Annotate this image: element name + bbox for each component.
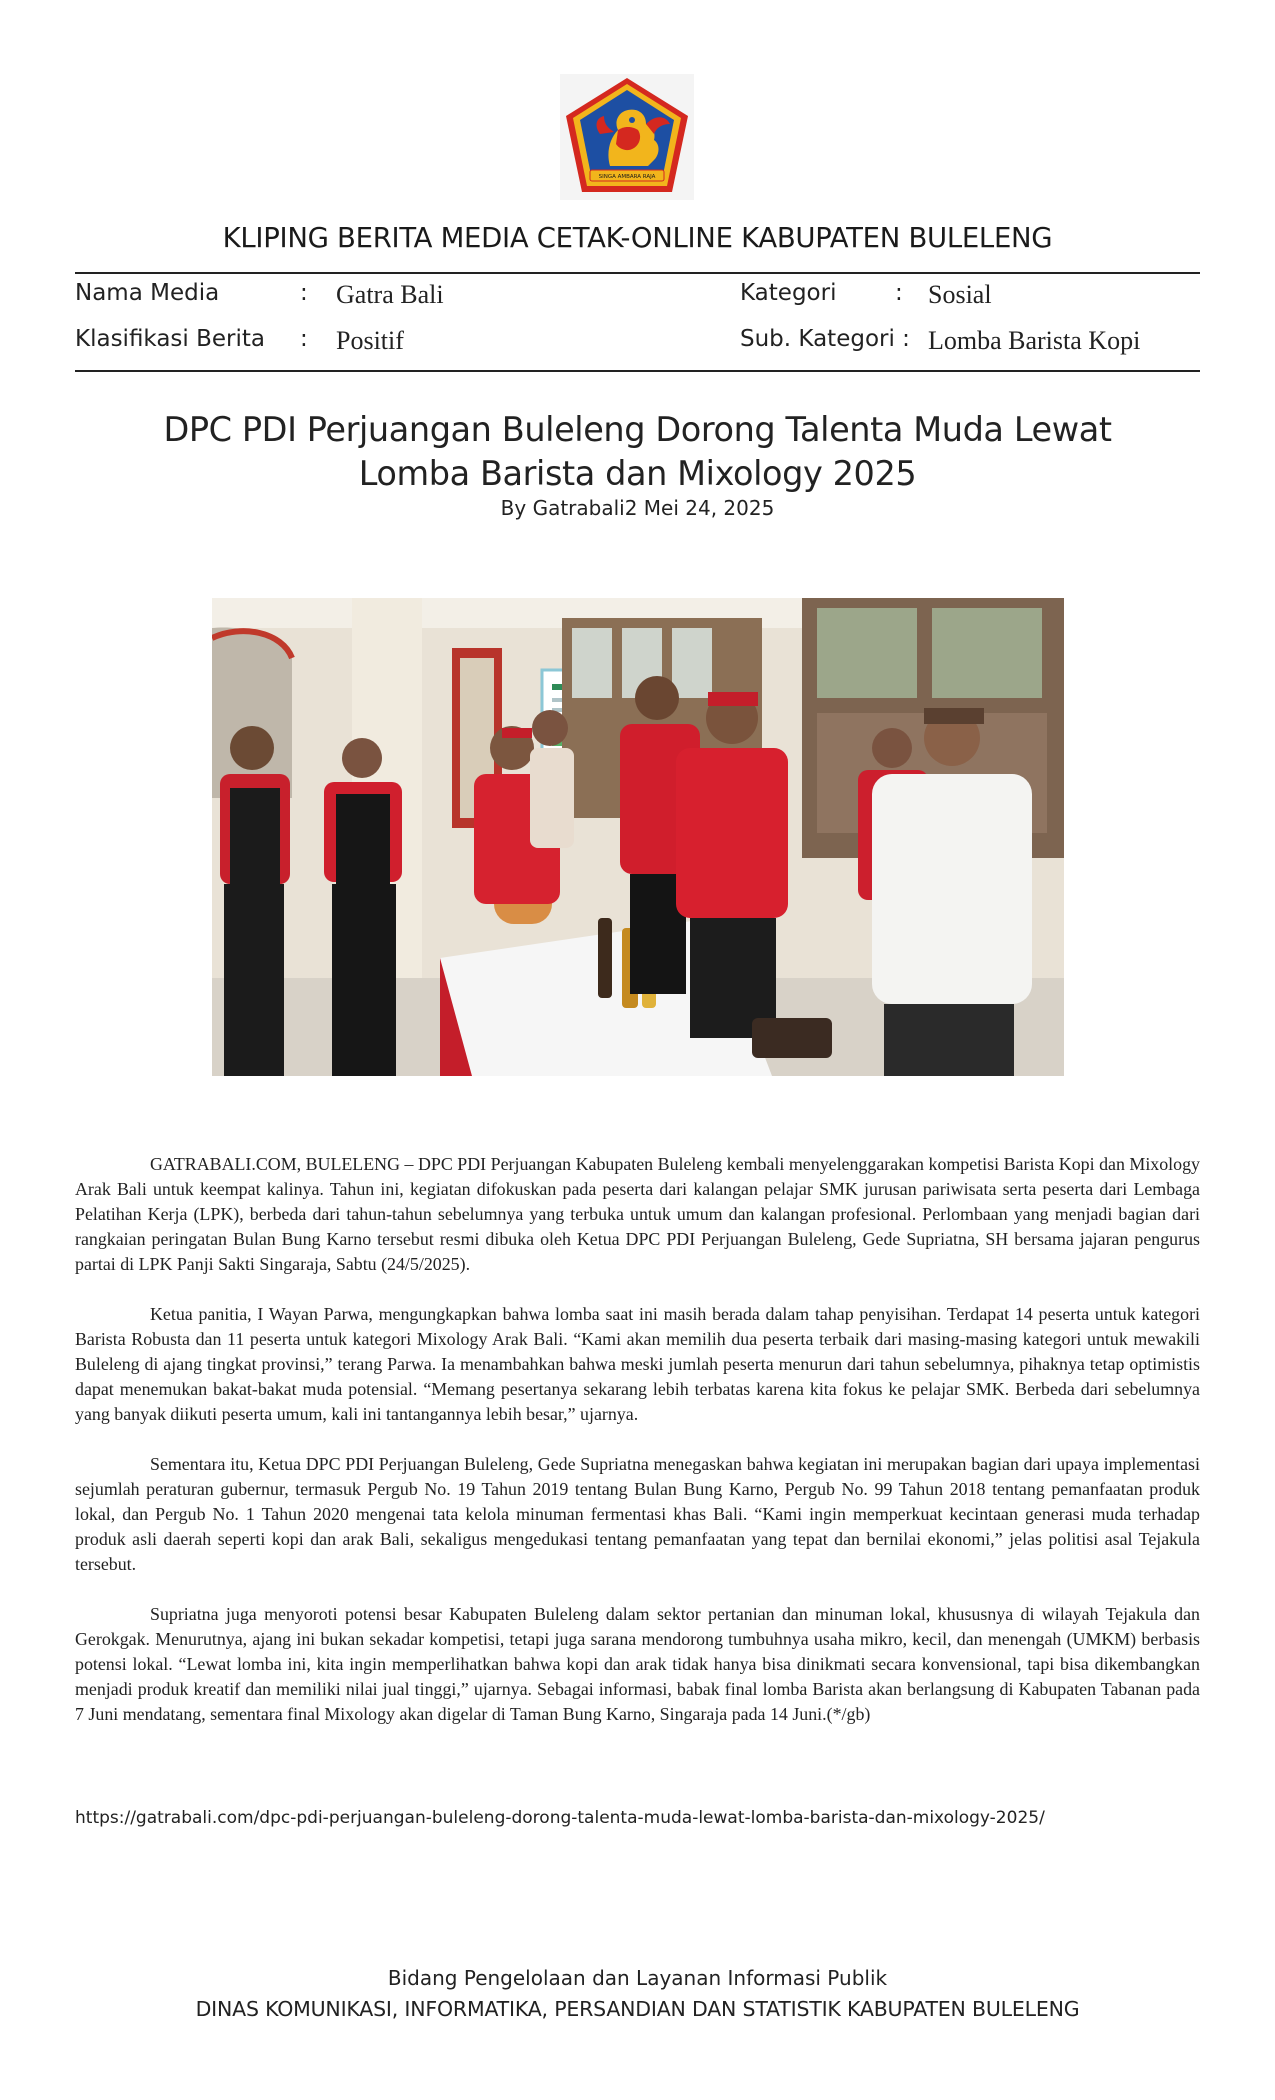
klasifikasi-berita-value: Positif — [336, 326, 404, 355]
article-paragraph: Sementara itu, Ketua DPC PDI Perjuangan Buleleng, Gede Supriatna menegaskan bahwa kegiatan ini merupakan bagian dari upaya implementasi sejumlah peraturan gubernur, termasuk Pergub No. 19 Tahun 2019 tentang Bulan Bung Karno, Pergub No. 99 Tahun 2018 tentang pemanfaatan produk lokal, dan Pergub No. 1 Tahun 2020 mengenai tata kelola minuman fermentasi khas Bali. “Kami ingin memperkuat kecintaan generasi muda terhadap produk asli daerah seperti kopi dan arak Bali, sekaligus mengedukasi tentang pemanfaatan yang tepat dan bernilai ekonomi,” jelas politisi asal Tejakula tersebut. — [75, 1454, 1200, 1574]
headline-line-1: DPC PDI Perjuangan Buleleng Dorong Talenta Muda Lewat — [163, 410, 1112, 449]
klasifikasi-berita-colon: : — [300, 326, 308, 352]
footer-division: Bidang Pengelolaan dan Layanan Informasi Publik — [387, 1966, 888, 1990]
article-headline — [0, 408, 1275, 496]
kategori-label: Kategori — [740, 280, 837, 306]
article-paragraph: Supriatna juga menyoroti potensi besar Kabupaten Buleleng dalam sektor pertanian dan minuman lokal, khususnya di wilayah Tejakula dan Gerokgak. Menurutnya, ajang ini bukan sekadar kompetisi, tetapi juga sarana mendorong tumbuhnya usaha mikro, kecil, dan menengah (UMKM) berbasis potensi lokal. “Lewat lomba ini, kita ingin memperlihatkan bahwa kopi dan arak tidak hanya bisa dinikmati secara konvensional, tapi bisa dikembangkan menjadi produk kreatif dan memiliki nilai jual tinggi,” ujarnya. Sebagai informasi, babak final lomba Barista akan berlangsung di Kabupaten Tabanan pada 7 Juni mendatang, sementara final Mixology akan digelar di Taman Bung Karno, Singaraja pada 14 Juni.(*/gb) — [75, 1604, 1200, 1724]
klasifikasi-berita-label: Klasifikasi Berita — [75, 326, 266, 352]
nama-media-label: Nama Media — [75, 280, 220, 306]
kategori-value: Sosial — [928, 280, 992, 309]
logo-motto-text: SINGA AMBARA RAJA — [598, 174, 656, 180]
article-body — [75, 1152, 1200, 1752]
header-top-rule — [75, 272, 1200, 274]
clipping-title: KLIPING BERITA MEDIA CETAK-ONLINE KABUPATEN BULELENG — [222, 222, 1053, 254]
headline-line-2: Lomba Barista dan Mixology 2025 — [358, 454, 917, 493]
footer-agency: DINAS KOMUNIKASI, INFORMATIKA, PERSANDIAN DAN STATISTIK KABUPATEN BULELENG — [195, 1997, 1080, 2021]
article-paragraph: GATRABALI.COM, BULELENG – DPC PDI Perjuangan Kabupaten Buleleng kembali menyelenggarakan kompetisi Barista Kopi dan Mixology Arak Bali untuk keempat kalinya. Tahun ini, kegiatan difokuskan pada peserta dari kalangan pelajar SMK jurusan pariwisata serta peserta dari Lembaga Pelatihan Kerja (LPK), berbeda dari tahun-tahun sebelumnya yang terbuka untuk umum dan kalangan profesional. Perlombaan yang menjadi bagian dari rangkaian peringatan Bulan Bung Karno tersebut resmi dibuka oleh Ketua DPC PDI Perjuangan Buleleng, Gede Supriatna, SH bersama jajaran pengurus partai di LPK Panji Sakti Singaraja, Sabtu (24/5/2025). — [75, 1154, 1200, 1274]
sub-kategori-value: Lomba Barista Kopi — [928, 326, 1141, 355]
kategori-colon: : — [895, 280, 903, 306]
article-paragraph: Ketua panitia, I Wayan Parwa, mengungkapkan bahwa lomba saat ini masih berada dalam tahap penyisihan. Terdapat 14 peserta untuk kategori Barista Robusta dan 11 peserta untuk kategori Mixology Arak Bali. “Kami akan memilih dua peserta terbaik dari masing-masing kategori untuk mewakili Buleleng di ajang tingkat provinsi,” terang Parwa. Ia menambahkan bahwa meski jumlah peserta menurun dari tahun sebelumnya, pihaknya tetap optimistis dapat menemukan bakat-bakat muda potensial. “Memang pesertanya sekarang lebih terbatas karena kita fokus ke pelajar SMK. Berbeda dari sebelumnya yang banyak diikuti peserta umum, kali ini tantangannya lebih besar,” ujarnya. — [75, 1304, 1200, 1424]
sub-kategori-label: Sub. Kategori : — [740, 326, 910, 352]
nama-media-colon: : — [300, 280, 308, 306]
event-photo — [212, 598, 1064, 1076]
header-bottom-rule — [75, 370, 1200, 372]
source-url-link[interactable]: https://gatrabali.com/dpc-pdi-perjuangan-buleleng-dorong-talenta-muda-lewat-lomba-barista-dan-mixology-2025/ — [75, 1808, 1045, 1828]
nama-media-value: Gatra Bali — [336, 280, 444, 309]
buleleng-coat-of-arms-logo — [560, 74, 694, 200]
article-byline: By Gatrabali2 Mei 24, 2025 — [500, 496, 775, 520]
